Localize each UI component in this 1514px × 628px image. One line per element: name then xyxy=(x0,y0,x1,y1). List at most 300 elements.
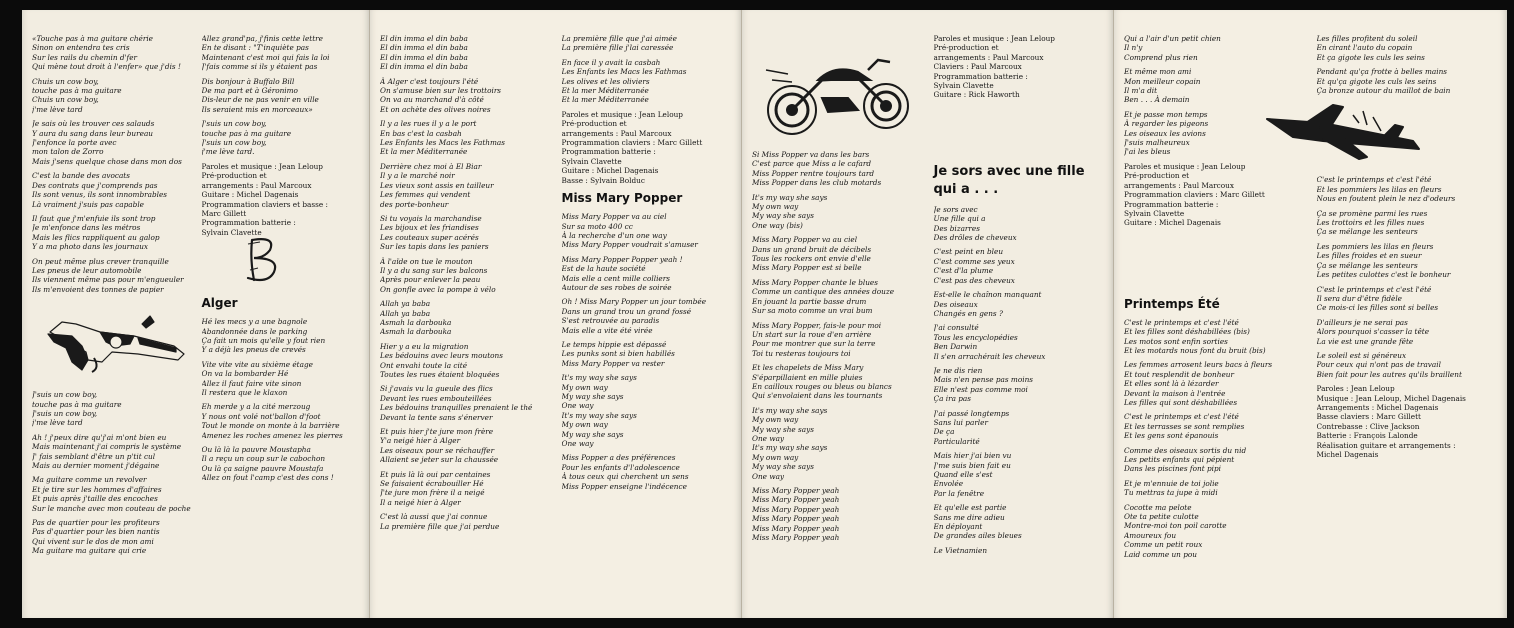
lyric-line: Miss Mary Popper yeah xyxy=(752,495,840,505)
lyric-line: Et puis hier j'te jure mon frère xyxy=(380,427,494,437)
lyric-line: Tout le monde on monte à la barrière xyxy=(201,421,340,431)
lyric-line: Sur sa moto 400 cc xyxy=(561,221,633,231)
lyric-line: El din imma el din baba xyxy=(380,34,468,43)
lyric-line: Devant la maison à l'entrée xyxy=(1124,388,1226,398)
lyric-line: Derrière chez moi à El Biar xyxy=(380,161,482,171)
lyrics-stanza xyxy=(562,255,734,293)
lyric-line: Miss Mary Popper va au ciel xyxy=(752,235,858,245)
lyrics-stanza xyxy=(380,214,552,252)
lyric-line: Tous les encyclopédies xyxy=(933,332,1018,342)
lyrics-stanza xyxy=(752,235,924,273)
lyric-line: It's my way she says xyxy=(752,192,828,202)
lyric-line: Allez on fout l'camp c'est des cons ! xyxy=(201,473,334,483)
lyric-line: Montre-moi ton poil carotte xyxy=(1124,521,1227,531)
lyric-line: Les petites culottes c'est le bonheur xyxy=(1316,270,1451,280)
lyrics-column xyxy=(380,34,552,612)
lyric-line: La vie est une grande fête xyxy=(1316,336,1414,346)
credit-line: Guitare : Michel Dagenais xyxy=(201,190,299,200)
lyric-line: Miss Mary Popper voudrait s'amuser xyxy=(561,240,698,250)
lyric-line: S'est retrouvée au paradis xyxy=(561,316,660,326)
credit-line: Programmation batterie : xyxy=(1124,199,1219,209)
lyrics-stanza xyxy=(934,366,1106,404)
lyric-line: J' fais semblant d'être un p'tit cul xyxy=(32,451,156,461)
lyric-line: Miss Mary Popper Popper yeah ! xyxy=(561,254,683,264)
lyric-line: On gonfle avec la pompe à vélo xyxy=(380,284,496,294)
lyric-line: J'ai consulté xyxy=(933,323,979,333)
lyric-line: Tu mettras ta jupe à midi xyxy=(1124,488,1218,498)
lyric-line: Bien fait pour les autres qu'ils braillent xyxy=(1316,369,1462,379)
lyric-line: Alors pourquoi s'casser la tête xyxy=(1316,327,1430,337)
lyric-line: Les oiseaux les avions xyxy=(1124,128,1206,138)
lyric-line: La première fille j'lai caressée xyxy=(561,43,674,53)
lyric-line: Y'a neigé hier à Alger xyxy=(380,436,461,446)
lyric-line: Miss Mary Popper, fais-le pour moi xyxy=(752,320,882,330)
lyric-line: Et ça gigote les culs les seins xyxy=(1316,52,1425,62)
lyric-line: mon talon de Zorro xyxy=(32,147,104,157)
lyric-line: Les trottoirs et les filles nues xyxy=(1316,218,1425,228)
lyrics-stanza xyxy=(1317,175,1500,203)
lyrics-column xyxy=(562,34,734,612)
lyric-line: Y aura du sang dans leur bureau xyxy=(32,128,153,138)
lyric-line: J'te jure mon frère il a neigé xyxy=(380,488,485,498)
song-credits xyxy=(934,34,1106,100)
lyrics-stanza xyxy=(380,77,552,115)
lyric-line: En jouant la partie basse drum xyxy=(752,296,867,306)
lyric-line: Les pneus de leur automobile xyxy=(32,265,142,275)
lyric-line: Toutes les rues étaient bloquées xyxy=(380,370,500,379)
lyrics-stanza xyxy=(32,518,192,556)
lyric-line: Sans lui parler xyxy=(933,417,988,427)
lyric-line: On va la bombarder Hé xyxy=(201,369,289,379)
lyrics-stanza xyxy=(380,384,552,422)
lyric-line: Les vieux sont assis en tailleur xyxy=(380,180,494,190)
lyric-line: Chuis un cow boy, xyxy=(32,76,99,86)
lyric-line: Particularité xyxy=(933,436,980,446)
lyric-line: C'est le printemps et c'est l'été xyxy=(1316,175,1432,185)
lyric-line: Les filles profitent du soleil xyxy=(1316,34,1418,43)
lyric-line: De ma part et à Géronimo xyxy=(201,86,298,96)
lyric-line: En cirant l'auto du copain xyxy=(1316,43,1413,53)
lyric-line: Comme des oiseaux sortis du nid xyxy=(1124,445,1247,455)
lyric-line: One way xyxy=(561,439,594,449)
lyric-line: D'ailleurs je ne serai pas xyxy=(1316,317,1408,327)
lyric-line: Y a déjà les pneus de crevés xyxy=(201,345,306,355)
lyric-line: On peut même plus crever tranquille xyxy=(32,256,169,266)
lyrics-column xyxy=(752,34,924,612)
lyrics-column xyxy=(32,34,192,612)
lyrics-stanza xyxy=(32,171,192,209)
lyric-line: Si Miss Popper va dans les bars xyxy=(752,150,870,159)
lyric-line: Ils sont venus, ils sont innombrables xyxy=(32,190,168,200)
lyric-line: Autour de ses robes de soirée xyxy=(561,282,672,292)
lyrics-stanza xyxy=(752,193,924,231)
credit-line: Arrangements : Michel Dagenais xyxy=(1316,402,1439,412)
lyric-line: Et qu'elle est partie xyxy=(933,503,1007,513)
letter-b-drawing xyxy=(240,234,362,290)
lyric-line: Et je passe mon temps xyxy=(1124,109,1208,119)
booklet-panel-3 xyxy=(742,10,1114,618)
credit-line: Contrebasse : Clive Jackson xyxy=(1316,421,1420,431)
lyric-line: Ote ta petite culotte xyxy=(1124,512,1199,522)
lyrics-stanza xyxy=(32,433,192,471)
lyrics-stanza xyxy=(202,77,362,115)
lyric-line: Miss Mary Popper chante le blues xyxy=(752,277,878,287)
lyric-line: Ou là là la pauvre Moustapha xyxy=(201,445,311,454)
lyric-line: Pour les enfants d'l'adolescence xyxy=(561,462,680,472)
lyric-line: Miss Mary Popper va au ciel xyxy=(561,212,667,222)
airplane-scribble-illustration xyxy=(1263,101,1500,167)
lyrics-stanza xyxy=(202,317,362,355)
motorcycle-illustration xyxy=(758,50,924,146)
credit-line: Paroles et musique : Jean Leloup xyxy=(1124,161,1246,171)
lyric-line: Vite vite vite au sixième étage xyxy=(201,359,313,369)
lyrics-stanza xyxy=(1317,285,1500,313)
lyrics-stanza xyxy=(32,34,192,72)
lyric-line: Allaient se jeter sur la chaussée xyxy=(380,455,499,465)
lyric-line: Miss Mary Popper yeah xyxy=(752,533,840,543)
lyrics-stanza xyxy=(1124,446,1307,474)
lyric-line: Ça fait un mois qu'elle y fout rien xyxy=(201,335,326,345)
lyrics-stanza xyxy=(934,546,1106,555)
credit-line: Pré-production et xyxy=(933,43,999,53)
lyric-line: Eh merde y a la cité merzoug xyxy=(201,402,311,412)
lyric-line: Pas d'quartier pour les bien nantis xyxy=(32,527,160,537)
lyric-line: Je sors avec xyxy=(933,204,978,214)
lyric-line: Des drôles de cheveux xyxy=(933,233,1017,243)
lyric-line: Mais les flics rappliquent au galop xyxy=(32,232,160,242)
lyric-line: Il s'en arrachérait les cheveux xyxy=(933,351,1046,361)
lyric-line: My own way xyxy=(752,415,799,425)
lyric-line: Allez grand'pa, j'finis cette lettre xyxy=(201,34,323,43)
lyric-line: Et je tire sur les hommes d'affaires xyxy=(32,484,162,494)
lyric-line: Mais elle a cent mille colliers xyxy=(561,273,670,283)
credit-line: Pré-production et xyxy=(1124,171,1190,181)
lyric-line: Miss Mary Popper yeah xyxy=(752,514,840,524)
credit-line: Sylvain Clavette xyxy=(201,227,262,237)
lyric-line: J'suis un cow boy, xyxy=(32,408,98,418)
lyric-line: My way she says xyxy=(752,211,814,221)
lyric-line: Il faut que j'm'enfuie ils sont trop xyxy=(32,213,156,223)
lyric-line: Les petits enfants qui pépient xyxy=(1124,455,1235,464)
lyric-line: Les femmes arrosent leurs bacs à fleurs xyxy=(1124,360,1273,370)
lyric-line: J'suis un cow boy, xyxy=(201,138,267,148)
lyrics-column xyxy=(202,34,362,612)
spacer xyxy=(1124,233,1307,291)
credit-line: Michel Dagenais xyxy=(1316,450,1379,459)
lyric-line: J'suis un cow boy, xyxy=(32,390,98,400)
lyric-line: Comme un petit roux xyxy=(1124,540,1203,550)
lyric-line: Il a reçu un coup sur le cabochon xyxy=(201,454,326,464)
booklet-panel-1 xyxy=(22,10,370,618)
lyric-line: Les pommiers les lilas en fleurs xyxy=(1316,241,1434,251)
lyric-line: Les punks sont si bien habillés xyxy=(561,349,675,359)
lyric-line: Il sera dur d'être fidèle xyxy=(1316,293,1402,303)
credit-line: Sylvain Clavette xyxy=(561,156,622,166)
credit-line: Sylvain Clavette xyxy=(1124,208,1185,218)
lyric-line: De grandes ailes bleues xyxy=(933,531,1022,541)
lyric-line: Est-elle le chaînon manquant xyxy=(933,290,1042,300)
lyrics-stanza xyxy=(32,77,192,115)
lyric-line: On s'amuse bien sur les trottoirs xyxy=(380,86,502,96)
lyric-line: Qui vivent sur le dos de mon ami xyxy=(32,536,154,546)
lyric-line: Ma guitare comme un revolver xyxy=(32,475,147,485)
lyric-line: Qui a l'air d'un petit chien xyxy=(1124,34,1221,43)
lyrics-stanza xyxy=(1317,67,1500,95)
booklet-panel-2 xyxy=(370,10,742,618)
lyric-line: Et même mon ami xyxy=(1124,67,1192,77)
lyric-line: My own way xyxy=(752,202,799,212)
lyric-line: Nous en foutent plein le nez d'odeurs xyxy=(1316,194,1456,204)
lyric-line: C'est le printemps et c'est l'été xyxy=(1124,317,1239,327)
credit-line: Programmation batterie : xyxy=(561,147,656,157)
lyrics-stanza xyxy=(934,503,1106,541)
lyric-line: En bas c'est la casbah xyxy=(380,128,462,138)
lyric-line: j'me lève tard xyxy=(32,104,83,114)
lyric-line: Et les filles sont déshabillées (bis) xyxy=(1124,327,1250,337)
lyrics-stanza xyxy=(752,406,924,481)
lyric-line: Miss Mary Popper yeah xyxy=(752,486,840,495)
lyric-line: Oh ! Miss Mary Popper un jour tombée xyxy=(561,297,707,307)
lyric-line: Asmah la darbouka xyxy=(380,327,452,337)
lyric-line: Dans un grand bruit de décibels xyxy=(752,244,872,254)
lyric-line: «Touche pas à ma guitare chérie xyxy=(32,34,153,43)
lyric-line: Laid comme un pou xyxy=(1124,549,1197,559)
lyric-line: Elle n'est pas comme moi xyxy=(933,384,1028,394)
lyric-line: Il y a du sang sur les balcons xyxy=(380,265,488,275)
credit-line: Programmation claviers et basse : xyxy=(201,199,328,209)
lyrics-stanza xyxy=(934,205,1106,243)
lyric-line: Ben . . . À demain xyxy=(1124,95,1190,105)
booklet-panel-4 xyxy=(1114,10,1507,618)
lyric-line: J'enfonce la porte avec xyxy=(32,138,117,148)
lyric-line: Ce mois-ci les filles sont si belles xyxy=(1316,303,1439,313)
lyric-line: touche pas à ma guitare xyxy=(32,86,122,96)
credit-line: Paroles et musique : Jean Leloup xyxy=(561,109,683,119)
lyric-line: My own way xyxy=(752,452,799,462)
lyric-line: Et les terrasses se sont remplies xyxy=(1124,421,1245,431)
lyric-line: Ah ! j'peux dire qu'j'ai m'ont bien eu xyxy=(32,432,167,442)
credit-line: Basse claviers : Marc Gillett xyxy=(1316,412,1421,422)
lyric-line: Dans les piscines font pipi xyxy=(1124,464,1221,474)
lyric-line: Y nous ont volé not'ballon d'foot xyxy=(201,411,321,421)
credit-line: Pré-production et xyxy=(201,171,267,181)
credit-line: Guitare : Michel Dagenais xyxy=(561,166,659,176)
lyric-line: Les couteaux super acérés xyxy=(380,232,479,242)
lyrics-stanza xyxy=(562,373,734,448)
lyric-line: Miss Popper dans les club motards xyxy=(752,178,882,188)
lyrics-stanza xyxy=(934,451,1106,498)
lyric-line: Les oiseaux pour se réchauffer xyxy=(380,445,495,455)
lyric-line: Miss Popper rentre toujours tard xyxy=(752,168,875,178)
lyric-line: En cailloux rouges ou bleus ou blancs xyxy=(752,381,892,391)
lyrics-stanza xyxy=(1124,34,1307,62)
credit-line: Programmation claviers : Marc Gillett xyxy=(561,138,703,148)
credit-line: Musique : Jean Leloup, Michel Dagenais xyxy=(1316,393,1466,403)
lyric-line: Les motos sont enfin sorties xyxy=(1124,336,1228,346)
lyric-line: touche pas à ma guitare xyxy=(201,128,292,138)
lyrics-stanza xyxy=(380,119,552,157)
lyrics-stanza xyxy=(380,257,552,295)
lyric-line: Ont envahi toute la cité xyxy=(380,360,468,370)
song-title: Printemps Été xyxy=(1124,296,1220,311)
lyric-line: j'me lève tard xyxy=(32,418,83,428)
lyric-line: Les bédouins tranquilles prenaient le thé xyxy=(380,403,533,413)
lyric-line: One way (bis) xyxy=(752,220,803,230)
lyric-line: Quand elle s'est xyxy=(933,470,993,479)
credit-line: arrangements : Paul Marcoux xyxy=(933,52,1044,62)
lyrics-stanza xyxy=(752,278,924,316)
lyrics-stanza xyxy=(934,409,1106,447)
lyric-line: C'est d'la plume xyxy=(933,266,994,276)
credit-line: Programmation batterie : xyxy=(201,218,296,228)
lyric-line: Pour me montrer que sur la terre xyxy=(752,339,876,349)
credit-line: Guitare : Rick Haworth xyxy=(933,90,1020,100)
lyric-line: Et puis après j'taille des encoches xyxy=(32,494,158,504)
lyric-line: Sur les tapis dans les paniers xyxy=(380,242,489,252)
lyric-line: Sans me dire adieu xyxy=(933,512,1005,522)
lyric-line: One way xyxy=(752,433,785,443)
lyric-line: My way she says xyxy=(752,424,814,434)
lyric-line: Pas de quartier pour les profiteurs xyxy=(32,518,160,528)
lyric-line: À l'aïde on tue le mouton xyxy=(380,256,473,266)
credit-line: Claviers : Paul Marcoux xyxy=(933,62,1022,72)
lyric-line: Les bijoux et les friandises xyxy=(380,223,479,233)
lyric-line: Asmah la darbouka xyxy=(380,317,452,327)
lyric-line: Amoureux fou xyxy=(1124,530,1177,540)
lyric-line: Y a ma photo dans les journaux xyxy=(32,242,149,252)
lyrics-stanza xyxy=(934,290,1106,318)
lyrics-stanza xyxy=(1124,360,1307,407)
lyric-line: Mais maintenant j'ai compris le système xyxy=(32,442,182,452)
lyric-line: C'est la bande des avocats xyxy=(32,171,130,181)
lyric-line: Il m'a dit xyxy=(1124,86,1158,96)
lyric-line: Envolée xyxy=(933,479,964,489)
lyric-line: Hé les mecs y a une bagnole xyxy=(201,317,308,327)
lyric-line: Miss Mary Popper yeah xyxy=(752,504,840,514)
lyric-line: My way she says xyxy=(561,429,624,439)
lyric-line: Et les gens sont épanouis xyxy=(1124,431,1219,441)
lyric-line: C'est peint en bleu xyxy=(933,247,1004,257)
song-title: Alger xyxy=(201,296,238,311)
lyric-line: Ils seraient mis en morceaux» xyxy=(201,104,313,114)
lyrics-stanza xyxy=(380,34,552,72)
lyric-line: Sinon on entendra tes cris xyxy=(32,43,130,53)
lyric-line: Si j'avais vu la gueule des flics xyxy=(380,384,493,394)
lyric-line: Dis bonjour à Buffalo Bill xyxy=(201,76,295,86)
lyric-line: À tous ceux qui cherchent un sens xyxy=(561,472,689,482)
lyric-line: Les bédouins avec leurs moutons xyxy=(380,351,503,361)
song-credits xyxy=(1317,384,1500,459)
lyrics-stanza xyxy=(32,119,192,166)
lyric-line: Il y a le marché noir xyxy=(380,171,455,181)
lyrics-stanza xyxy=(1317,209,1500,237)
lyric-line: C'est là aussi que j'ai connue xyxy=(380,512,488,522)
lyric-line: Tous les rockers ont envie d'elle xyxy=(752,254,871,264)
lyric-line: Ils viennent même pas pour m'engueuler xyxy=(32,275,184,285)
lyric-line: Qui mène tout droit à l'enfer» que j'dis ! xyxy=(32,62,181,72)
lyric-line: J'suis un cow boy, xyxy=(201,119,267,129)
lyric-line: My way she says xyxy=(752,462,814,472)
lyric-line: Là vraiment j'suis pas capable xyxy=(32,199,144,209)
lyric-line: Hier y a eu la migration xyxy=(380,341,469,351)
lyric-line: Sur les rails du chemin d'fer xyxy=(32,52,138,62)
lyrics-stanza xyxy=(32,214,192,252)
lyric-line: Maintenant c'est moi qui fais la loi xyxy=(201,52,330,62)
lyric-line: Devant les rues embouteillées xyxy=(380,393,492,403)
lyric-line: À regarder les pigeons xyxy=(1124,119,1209,129)
lyric-line: Les femmes qui vendent xyxy=(380,190,471,200)
song-credits xyxy=(202,162,362,237)
lyric-line: Allah ya baba xyxy=(380,308,431,318)
lyrics-stanza xyxy=(1124,479,1307,498)
lyric-line: Abandonnée dans le parking xyxy=(201,326,308,336)
lyric-line: Dis-leur de ne pas venir en ville xyxy=(201,95,319,105)
lyric-line: Il y a les rues il y a le port xyxy=(380,119,477,129)
lyric-line: Ça bronze autour du maillot de bain xyxy=(1316,86,1451,96)
lyric-line: Ça se mélange les senteurs xyxy=(1316,260,1418,270)
lyrics-stanza xyxy=(1317,242,1500,280)
lyric-line: My own way xyxy=(561,420,608,430)
lyric-line: C'est pas des cheveux xyxy=(933,275,1015,285)
lyrics-stanza xyxy=(562,453,734,491)
lyric-line: Il a neigé hier à Alger xyxy=(380,497,461,507)
lyric-line: Mais j'sens quelque chose dans mon dos xyxy=(32,156,182,166)
lyric-line: Les filles froides et en sueur xyxy=(1316,251,1422,261)
lyrics-stanza xyxy=(752,363,924,401)
lyric-line: Et qu'ça gigote les culs les seins xyxy=(1316,76,1437,86)
lyric-line: Qui s'envolaient dans les tournants xyxy=(752,391,883,401)
lyric-line: Et la mer Méditerranée xyxy=(561,86,649,96)
lyric-line: C'est comme ses yeux xyxy=(933,256,1015,266)
credit-line: Paroles et musique : Jean Leloup xyxy=(201,161,323,171)
lyric-line: Toi tu resteras toujours toi xyxy=(752,348,851,358)
lyrics-booklet xyxy=(22,10,1507,618)
lyric-line: Comme un cantique des années douze xyxy=(752,287,895,297)
lyrics-stanza xyxy=(1124,67,1307,105)
lyrics-stanza xyxy=(380,427,552,465)
lyric-line: Les olives et les oliviers xyxy=(561,76,650,86)
lyrics-stanza xyxy=(1317,318,1500,346)
lyric-line: À la recherche d'un one way xyxy=(561,230,667,240)
lyric-line: Ça se promène parmi les rues xyxy=(1316,208,1428,218)
lyric-line: S'éparpillaient en mille pluies xyxy=(752,372,863,382)
lyric-line: touche pas à ma guitare xyxy=(32,399,122,409)
spacer xyxy=(934,105,1106,157)
lyric-line: Une fille qui a xyxy=(933,214,986,224)
lyrics-stanza xyxy=(202,402,362,440)
lyrics-stanza xyxy=(202,34,362,72)
lyric-line: Chuis un cow boy, xyxy=(32,95,99,105)
lyrics-stanza xyxy=(202,360,362,398)
lyric-line: Ou là ça saigne pauvre Moustafa xyxy=(201,463,324,473)
lyric-line: Ça ira pas xyxy=(933,394,972,404)
lyric-line: La première fille que j'ai perdue xyxy=(380,521,500,531)
lyric-line: Et puis là là oui par centaines xyxy=(380,469,491,479)
lyric-line: My own way xyxy=(561,382,608,392)
lyric-line: It's my way she says xyxy=(752,443,828,453)
lyric-line: Et les chapelets de Miss Mary xyxy=(752,363,864,373)
lyric-line: Pour ceux qui n'ont pas de travail xyxy=(1316,360,1441,370)
lyric-line: Des oiseaux xyxy=(933,299,978,309)
credit-line: Pré-production et xyxy=(561,119,627,129)
lyric-line: It's my way she says xyxy=(561,410,637,420)
lyric-line: Des bizarres xyxy=(933,223,980,233)
lyrics-stanza xyxy=(752,486,924,542)
lyric-line: J'suis malheureux xyxy=(1124,138,1190,148)
lyric-line: Et les pommiers les lilas en fleurs xyxy=(1316,184,1442,194)
lyric-line: Il n'y xyxy=(1124,43,1143,53)
lyric-line: Ça se mélange les senteurs xyxy=(1316,227,1418,237)
